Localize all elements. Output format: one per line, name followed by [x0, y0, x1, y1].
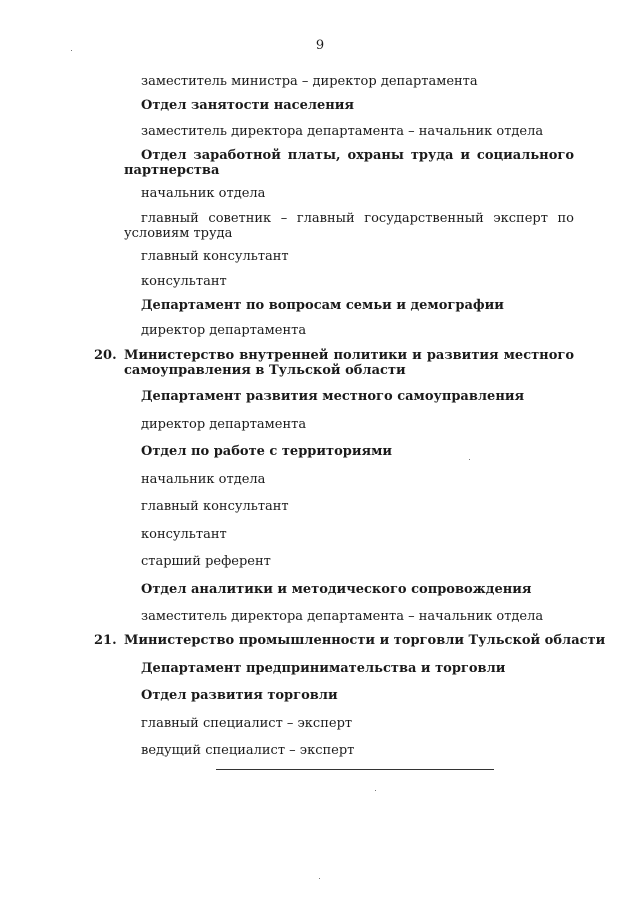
scan-speck — [71, 50, 72, 51]
ministry-heading: Министерство внутренней политики и развития местного самоуправления в Тульской области — [124, 348, 574, 378]
scan-speck — [319, 878, 320, 879]
position-line: заместитель директора департамента – начальник отдела — [141, 609, 544, 624]
position-line: главный советник – главный государственный эксперт по условиям труда — [124, 211, 574, 241]
ministry-heading: Министерство промышленности и торговли Тульской области — [124, 633, 606, 648]
end-rule — [216, 769, 494, 770]
scan-speck — [375, 790, 376, 791]
position-line: заместитель министра – директор департамента — [141, 74, 478, 89]
page-number: 9 — [315, 38, 325, 53]
section-heading: Отдел аналитики и методического сопровождения — [141, 582, 532, 597]
ministry-number: 21. — [94, 633, 117, 648]
position-line: директор департамента — [141, 323, 307, 338]
department-heading: Департамент по вопросам семьи и демографии — [141, 298, 504, 313]
position-line: главный консультант — [141, 499, 289, 514]
position-line: начальник отдела — [141, 472, 266, 487]
position-line: старший референт — [141, 554, 271, 569]
department-heading: Департамент развития местного самоуправления — [141, 389, 525, 404]
position-line: консультант — [141, 527, 227, 542]
section-heading: Отдел заработной платы, охраны труда и социального партнерства — [124, 148, 574, 178]
position-line: начальник отдела — [141, 186, 266, 201]
position-line: консультант — [141, 274, 227, 289]
position-line: заместитель директора департамента – начальник отдела — [141, 124, 544, 139]
section-heading: Отдел по работе с территориями — [141, 444, 393, 459]
position-line: главный консультант — [141, 249, 289, 264]
scan-speck — [469, 459, 470, 460]
ministry-number: 20. — [94, 348, 117, 363]
section-heading: Отдел занятости населения — [141, 98, 355, 113]
position-line: главный специалист – эксперт — [141, 716, 353, 731]
position-line: ведущий специалист – эксперт — [141, 743, 355, 758]
section-heading: Отдел развития торговли — [141, 688, 338, 703]
position-line: директор департамента — [141, 417, 307, 432]
department-heading: Департамент предпринимательства и торговли — [141, 661, 506, 676]
